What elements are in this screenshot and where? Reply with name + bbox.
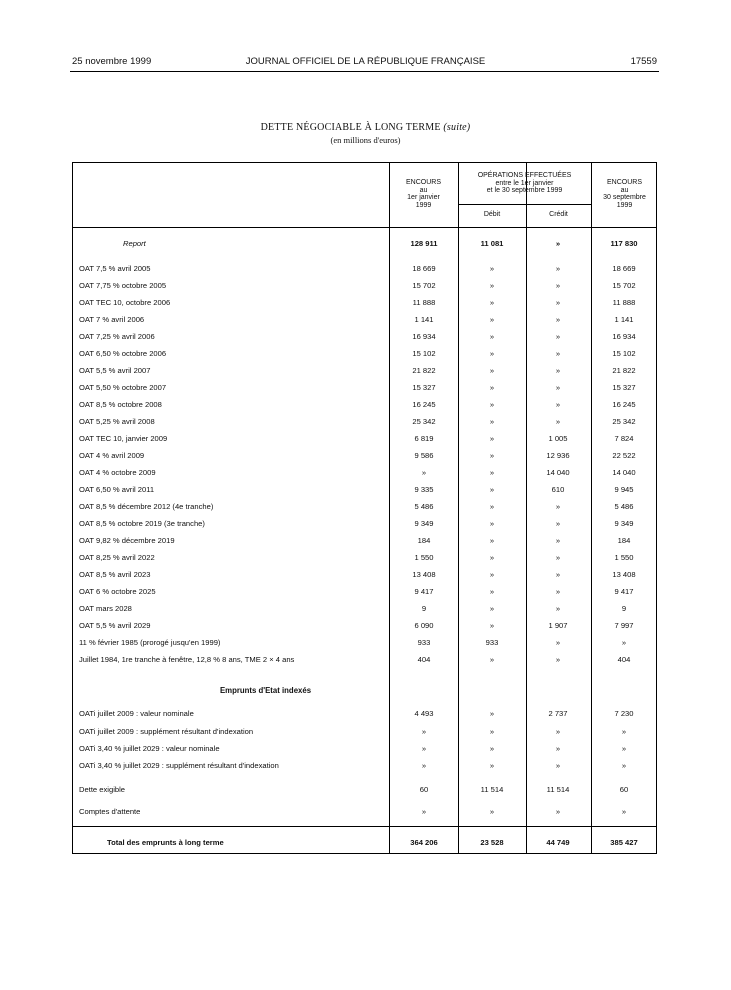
row-label-text: OAT 8,25 % avril 2022 [79,553,155,562]
col-operations [458,172,591,195]
table-cell: » [489,264,495,273]
table-cell: » [489,744,495,753]
table-cell: » [489,604,495,613]
row-label [79,760,385,771]
table-cell: 14 040 [612,468,636,477]
table-cell: » [555,807,561,816]
table-cell: 11 514 [480,785,504,794]
table-cell: » [555,536,561,545]
row-label-text: OAT 6,50 % avril 2011 [79,485,155,494]
table-cell: 1 550 [414,553,434,562]
table-cell: » [555,570,561,579]
header-rule [70,71,659,72]
table-cell: 60 [419,785,429,794]
table-cell: » [555,655,561,664]
total-cell: 385 427 [610,838,638,847]
table-cell: » [621,807,627,816]
table-cell: » [621,744,627,753]
table-cell: » [555,587,561,596]
row-label-text: OAT 8,5 % décembre 2012 (4e tranche) [79,502,214,511]
table-cell: 25 342 [612,417,636,426]
row-label [79,535,385,546]
row-label-text: Dette exigible [79,785,126,794]
table-cell: 933 [417,638,431,647]
row-label [79,726,385,737]
row-label-text: OAT 5,25 % avril 2008 [79,417,155,426]
row-label [79,450,385,461]
col-divider [458,163,459,853]
row-label [79,399,385,410]
table-cell: 9 417 [414,587,434,596]
table-cell: » [489,502,495,511]
table-cell: 11 888 [612,298,636,307]
table-cell: 404 [617,655,631,664]
row-label-text: 11 % février 1985 (prorogé jusqu'en 1999) [79,638,221,647]
col-divider [526,163,527,853]
row-label-text: OAT 4 % avril 2009 [79,451,145,460]
table-cell: » [555,744,561,753]
col-encours-sep [591,179,658,209]
col-encours-sep-line: au [620,186,629,194]
col-divider [591,163,592,853]
table-cell: » [621,727,627,736]
table-cell: 15 702 [412,281,436,290]
row-label-text: OAT TEC 10, octobre 2006 [79,298,171,307]
table-cell: 18 669 [412,264,436,273]
table-cell: » [489,570,495,579]
table-cell: 9 349 [614,519,634,528]
table-cell: 4 493 [414,709,434,718]
debt-table [72,162,657,854]
table-cell: » [555,553,561,562]
row-label-text: Total des emprunts à long terme [107,838,224,847]
row-label-text: OAT 6,50 % octobre 2006 [79,349,167,358]
leader-dots [123,246,385,247]
table-cell: 6 819 [414,434,434,443]
row-label-text: OAT mars 2028 [79,604,132,613]
row-label-text: OATi juillet 2009 : supplément résultant d'indexation [79,727,254,736]
row-label-text: OAT 7,5 % avril 2005 [79,264,151,273]
col-encours-jan-line: ENCOURS [405,179,441,186]
table-cell: » [555,315,561,324]
table-cell: » [555,281,561,290]
ops-divider [458,204,591,205]
table-cell: 9 [421,604,427,613]
row-label [79,806,385,817]
row-label-text: OAT TEC 10, janvier 2009 [79,434,168,443]
table-title-suffix: (suite) [443,122,471,133]
row-label [79,586,385,597]
table-cell: » [555,264,561,273]
table-cell: » [489,807,495,816]
table-cell: 7 997 [614,621,634,630]
table-cell: 184 [417,536,431,545]
row-label [79,314,385,325]
table-cell: 13 408 [412,570,436,579]
table-cell: » [555,400,561,409]
table-cell: 11 888 [412,298,436,307]
col-operations-line: et le 30 septembre 1999 [486,187,563,194]
col-encours-jan [389,179,458,209]
row-label [79,433,385,444]
row-label [79,365,385,376]
table-cell: » [489,587,495,596]
col-divider [389,163,390,853]
table-cell: » [555,349,561,358]
table-cell: » [489,383,495,392]
col-encours-jan-line: 1999 [415,201,432,209]
table-cell: 933 [485,638,499,647]
table-cell: 60 [619,785,629,794]
col-operations-line: OPÉRATIONS EFFECTUÉES [477,172,572,179]
table-cell: 11 514 [546,785,570,794]
table-cell: » [489,553,495,562]
table-cell: » [421,744,427,753]
section-title: Emprunts d'Etat indexés [219,686,312,695]
table-cell: » [555,366,561,375]
table-cell: » [489,727,495,736]
table-cell: 128 911 [410,239,438,248]
table-cell: » [555,727,561,736]
table-cell: 16 934 [412,332,436,341]
row-label-text: OAT 7 % avril 2006 [79,315,145,324]
row-label [79,603,385,614]
row-label-text: OATi 3,40 % juillet 2029 : valeur nominale [79,744,220,753]
table-cell: 5 486 [614,502,634,511]
row-label [79,784,385,795]
table-cell: 9 586 [414,451,434,460]
table-cell: 15 702 [612,281,636,290]
table-cell: 184 [617,536,631,545]
table-cell: » [621,638,627,647]
table-cell: 1 141 [414,315,434,324]
table-cell: » [555,417,561,426]
table-cell: 9 [621,604,627,613]
row-label-text: OAT 8,5 % octobre 2008 [79,400,162,409]
row-label-text: OAT 8,5 % octobre 2019 (3e tranche) [79,519,205,528]
table-cell: » [489,761,495,770]
table-cell: 6 090 [414,621,434,630]
row-label [79,654,385,665]
table-cell: 21 822 [412,366,436,375]
row-label-text: OAT 7,75 % octobre 2005 [79,281,167,290]
table-cell: » [555,761,561,770]
table-cell: 7 824 [614,434,634,443]
row-label-text: OAT 7,25 % avril 2006 [79,332,155,341]
row-label [79,620,385,631]
table-cell: 7 230 [614,709,634,718]
row-label [79,501,385,512]
table-cell: » [489,536,495,545]
col-encours-sep-line: 1999 [616,201,633,209]
page-number: 17559 [630,56,657,67]
table-cell: 610 [551,485,565,494]
table-cell: » [489,655,495,664]
table-cell: 1 550 [614,553,634,562]
row-label [79,348,385,359]
table-cell: 5 486 [414,502,434,511]
table-cell: » [489,709,495,718]
table-cell: 9 349 [414,519,434,528]
table-cell: 16 245 [412,400,436,409]
table-cell: » [555,383,561,392]
row-label-text: Comptes d'attente [79,807,141,816]
table-unit: (en millions d'euros) [330,135,401,145]
table-cell: 14 040 [546,468,570,477]
row-label-text: OAT 9,82 % décembre 2019 [79,536,175,545]
row-label-text: OAT 6 % octobre 2025 [79,587,156,596]
table-cell: 1 907 [548,621,568,630]
row-label-text: OAT 5,5 % avril 2029 [79,621,151,630]
row-label [79,280,385,291]
total-label [107,837,385,848]
table-cell: 16 934 [612,332,636,341]
row-label [79,637,385,648]
table-cell: » [421,727,427,736]
table-title [0,122,731,133]
row-label-text: OAT 4 % octobre 2009 [79,468,156,477]
table-cell: 9 335 [414,485,434,494]
table-cell: » [489,332,495,341]
table-cell: 15 327 [612,383,636,392]
table-cell: 22 522 [612,451,636,460]
table-cell: » [421,761,427,770]
table-cell: » [489,298,495,307]
row-label-text: OAT 5,50 % octobre 2007 [79,383,167,392]
col-credit: Crédit [549,211,568,218]
table-cell: » [555,298,561,307]
row-label [79,263,385,274]
table-cell: » [489,349,495,358]
table-cell: 404 [417,655,431,664]
table-cell: » [489,366,495,375]
col-encours-jan-line: 1er janvier [407,194,440,201]
col-encours-jan-line: au [419,186,428,194]
table-cell: 15 102 [612,349,636,358]
table-cell: 9 417 [614,587,634,596]
table-cell: 18 669 [612,264,636,273]
table-cell: » [555,604,561,613]
table-cell: 11 081 [480,239,504,248]
total-cell: 23 528 [480,838,504,847]
table-cell: 21 822 [612,366,636,375]
table-cell: 1 141 [614,315,634,324]
table-cell: » [489,417,495,426]
row-label [79,416,385,427]
journal-title: JOURNAL OFFICIEL DE LA RÉPUBLIQUE FRANÇAISE [245,56,486,67]
table-cell: » [621,761,627,770]
col-operations-line: entre le 1er janvier [495,179,554,187]
table-cell: » [421,468,427,477]
table-cell: » [489,281,495,290]
header-bottom-rule [73,227,656,228]
header-date: 25 novembre 1999 [72,56,152,67]
table-cell: 12 936 [546,451,570,460]
col-encours-sep-line: 30 septembre [603,194,646,201]
row-label [79,569,385,580]
row-label-text: OATi 3,40 % juillet 2029 : supplément résultant d'indexation [79,761,279,770]
table-cell: 15 102 [412,349,436,358]
table-title-main: DETTE NÉGOCIABLE À LONG TERME [260,122,441,133]
col-debit: Débit [483,211,501,218]
row-label-text: OATi juillet 2009 : valeur nominale [79,709,194,718]
table-cell: » [489,400,495,409]
table-cell: » [555,519,561,528]
row-label [79,297,385,308]
row-label [79,331,385,342]
total-rule [73,826,656,827]
row-label [79,743,385,754]
table-cell: » [489,451,495,460]
table-cell: » [555,332,561,341]
table-cell: 9 945 [614,485,634,494]
col-encours-sep-line: ENCOURS [606,179,642,186]
row-label [79,382,385,393]
table-cell: » [421,807,427,816]
row-label [79,467,385,478]
row-label-text: Report [123,239,146,248]
table-cell: » [489,468,495,477]
row-label [79,708,385,719]
table-cell: 2 737 [548,709,568,718]
table-cell: » [489,519,495,528]
row-label-text: OAT 5,5 % avril 2007 [79,366,151,375]
table-cell: » [489,621,495,630]
table-cell: 15 327 [412,383,436,392]
table-cell: » [555,638,561,647]
total-cell: 364 206 [410,838,438,847]
row-label [79,518,385,529]
table-cell: 1 005 [548,434,568,443]
table-cell: » [489,315,495,324]
row-label [79,484,385,495]
total-cell: 44 749 [546,838,570,847]
row-label-text: OAT 8,5 % avril 2023 [79,570,151,579]
table-cell: 117 830 [610,239,638,248]
row-label-text: Juillet 1984, 1re tranche à fenêtre, 12,8 % 8 ans, TME 2 × 4 ans [79,655,295,664]
row-label [123,238,385,249]
row-label [79,552,385,563]
table-cell: 13 408 [612,570,636,579]
table-cell: » [555,239,561,248]
table-cell: » [555,502,561,511]
table-cell: » [489,434,495,443]
table-cell: 25 342 [412,417,436,426]
table-cell: 16 245 [612,400,636,409]
table-cell: » [489,485,495,494]
